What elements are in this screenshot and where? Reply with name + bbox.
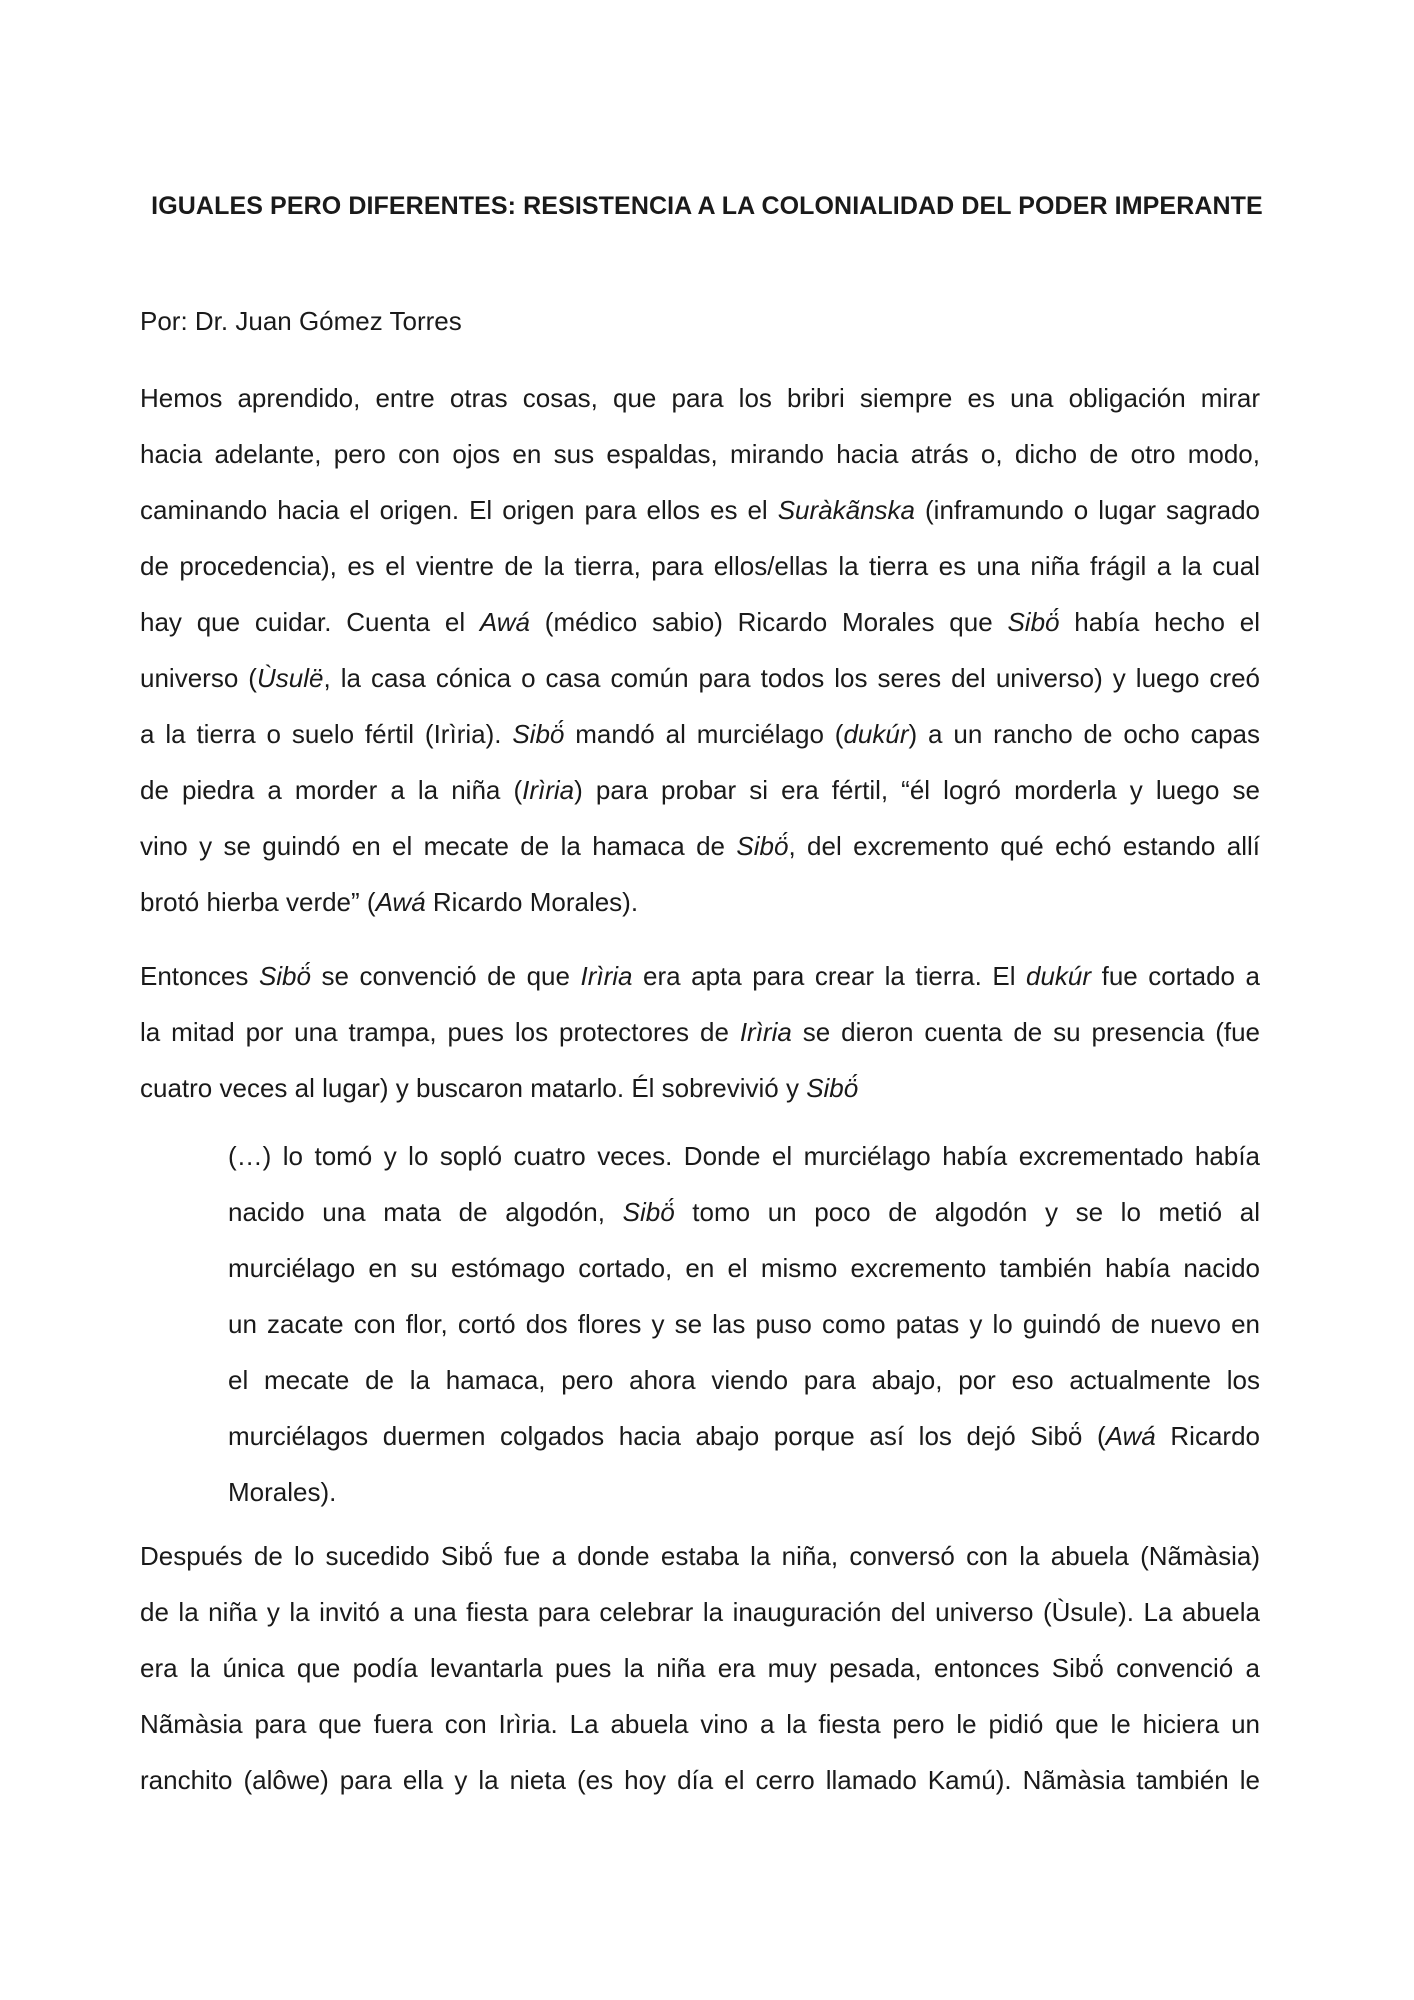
text-line: [140, 706, 1260, 762]
text-run: murciélago en su estómago cortado, en el mismo excremento también había nacido: [228, 1253, 1260, 1283]
text-run: murciélagos duermen colgados hacia abajo porque así los dejó Sibö́ (: [228, 1421, 1106, 1451]
italic-term: Sibö́: [806, 1073, 859, 1103]
text-run: , la casa cónica o casa común para todos los seres del universo) y luego creó: [323, 663, 1261, 693]
paragraph-3: [140, 1528, 1260, 1808]
italic-term: Awá: [1105, 1421, 1156, 1451]
text-line: [140, 1584, 1260, 1640]
text-run: hay que cuidar. Cuenta el: [140, 607, 480, 637]
text-run: ranchito (alôwe) para ella y la nieta (es hoy día el cerro llamado Kamú). Nãmàsia también le: [140, 1765, 1260, 1795]
text-run: mandó al murciélago (: [564, 719, 844, 749]
text-run: (médico sabio) Ricardo Morales que: [530, 607, 1008, 637]
italic-term: Sibö́: [1007, 607, 1060, 637]
text-run: era la única que podía levantarla pues la niña era muy pesada, entonces Sibö́ convenció a: [140, 1653, 1260, 1683]
text-run: ) a un rancho de ocho capas: [908, 719, 1260, 749]
text-line: [140, 1528, 1260, 1584]
text-run: hacia adelante, pero con ojos en sus espaldas, mirando hacia atrás o, dicho de otro modo,: [140, 439, 1260, 469]
text-line: [140, 1060, 1260, 1116]
text-run: Ricardo: [1155, 1421, 1260, 1451]
italic-term: Sibö́: [512, 719, 565, 749]
text-run: , del excremento qué echó estando allí: [788, 831, 1261, 861]
italic-term: Sibö́: [736, 831, 789, 861]
text-run: Ricardo Morales).: [425, 887, 639, 917]
text-run: (…) lo tomó y lo sopló cuatro veces. Donde el murciélago había excrementado había: [228, 1141, 1260, 1171]
text-line: [140, 1004, 1260, 1060]
text-run: se dieron cuenta de su presencia (fue: [791, 1017, 1261, 1047]
text-run: a la tierra o suelo fértil (Irìria).: [140, 719, 513, 749]
text-line: [140, 762, 1260, 818]
text-run: cuatro veces al lugar) y buscaron matarlo. Él sobrevivió y: [140, 1073, 807, 1103]
text-line: [140, 370, 1260, 426]
text-line: [228, 1464, 1260, 1520]
text-line: [228, 1184, 1260, 1240]
text-run: brotó hierba verde” (: [140, 887, 376, 917]
text-run: de la niña y la invitó a una fiesta para celebrar la inauguración del universo (Ùsule). La abuela: [140, 1597, 1260, 1627]
text-line: [140, 538, 1260, 594]
text-run: el mecate de la hamaca, pero ahora viendo para abajo, por eso actualmente los: [228, 1365, 1260, 1395]
text-line: [228, 1296, 1260, 1352]
text-run: era apta para crear la tierra. El: [632, 961, 1027, 991]
text-line: [140, 1640, 1260, 1696]
text-run: caminando hacia el origen. El origen para ellos es el: [140, 495, 778, 525]
text-run: fue cortado a: [1091, 961, 1260, 991]
text-run: Morales).: [228, 1477, 337, 1507]
block-quote: [228, 1128, 1260, 1520]
text-line: [140, 594, 1260, 650]
text-run: universo (: [140, 663, 257, 693]
text-run: de piedra a morder a la niña (: [140, 775, 523, 805]
italic-term: Irìria: [739, 1017, 792, 1047]
text-run: Hemos aprendido, entre otras cosas, que para los bribri siempre es una obligación mirar: [140, 383, 1260, 413]
text-line: [140, 1752, 1260, 1808]
text-line: [140, 426, 1260, 482]
paragraph-1: [140, 370, 1260, 930]
author-line: Por: Dr. Juan Gómez Torres: [140, 306, 462, 336]
text-run: vino y se guindó en el mecate de la hamaca de: [140, 831, 737, 861]
text-line: [228, 1352, 1260, 1408]
text-run: había hecho el: [1059, 607, 1260, 637]
text-run: un zacate con flor, cortó dos flores y se las puso como patas y lo guindó de nuevo en: [228, 1309, 1260, 1339]
italic-term: Awá: [479, 607, 531, 637]
italic-term: Irìria: [580, 961, 633, 991]
italic-term: dukúr: [1026, 961, 1092, 991]
italic-term: Irìria: [522, 775, 575, 805]
text-line: [140, 1696, 1260, 1752]
text-run: ) para probar si era fértil, “él logró morderla y luego se: [574, 775, 1260, 805]
italic-term: Awá: [375, 887, 426, 917]
text-line: [140, 650, 1260, 706]
text-line: [140, 818, 1260, 874]
italic-term: dukúr: [843, 719, 909, 749]
text-run: nacido una mata de algodón,: [228, 1197, 623, 1227]
italic-term: Ùsulë: [256, 663, 324, 693]
text-run: Después de lo sucedido Sibö́ fue a donde estaba la niña, conversó con la abuela (Nãmàsia): [140, 1541, 1260, 1571]
text-run: (inframundo o lugar sagrado: [915, 495, 1260, 525]
text-line: [140, 482, 1260, 538]
document-title: IGUALES PERO DIFERENTES: RESISTENCIA A LA COLONIALIDAD DEL PODER IMPERANTE: [151, 192, 1263, 220]
text-run: la mitad por una trampa, pues los protectores de: [140, 1017, 740, 1047]
text-line: [140, 948, 1260, 1004]
text-run: tomo un poco de algodón y se lo metió al: [674, 1197, 1260, 1227]
italic-term: Sibö́: [258, 961, 311, 991]
text-line: [228, 1128, 1260, 1184]
text-line: [228, 1408, 1260, 1464]
italic-term: Sibö́: [622, 1197, 675, 1227]
italic-term: Suràkãnska: [777, 495, 916, 525]
text-run: Entonces: [140, 961, 259, 991]
paragraph-2: [140, 948, 1260, 1116]
text-line: [228, 1240, 1260, 1296]
text-run: se convenció de que: [310, 961, 581, 991]
text-line: [140, 874, 1260, 930]
text-run: de procedencia), es el vientre de la tierra, para ellos/ellas la tierra es una niña frágil a la cual: [140, 551, 1260, 581]
text-run: Nãmàsia para que fuera con Irìria. La abuela vino a la fiesta pero le pidió que le hiciera un: [140, 1709, 1260, 1739]
